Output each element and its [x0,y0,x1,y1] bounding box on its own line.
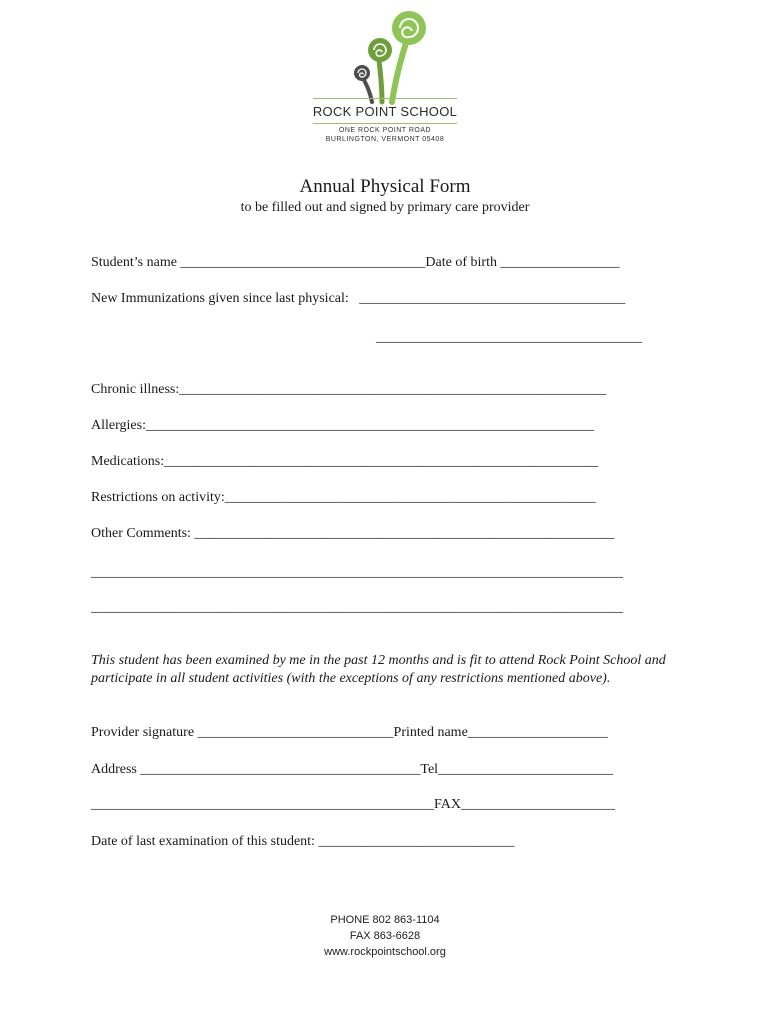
comments-blank-line[interactable]: ____________________________________________________________________________ [91,565,623,580]
other-comments-field[interactable]: Other Comments: ____________________________________________________________ [91,526,615,541]
provider-signature-field[interactable]: Provider signature ____________________________Printed name____________________ [91,725,608,740]
school-name: ROCK POINT SCHOOL [312,104,458,119]
student-name-field[interactable]: Student’s name ___________________________________Date of birth _________________ [91,255,620,270]
immunizations-field[interactable]: New Immunizations given since last physical: ______________________________________ [91,291,626,306]
logo-rule-bottom [313,123,457,124]
allergies-field[interactable]: Allergies:________________________________________________________________ [91,418,594,433]
fern-large-stem [392,36,408,102]
last-exam-date-field[interactable]: Date of last examination of this student: ____________________________ [91,834,515,849]
form-subtitle: to be filled out and signed by primary care provider [240,200,530,215]
logo-rule-top [313,98,457,99]
footer-phone: PHONE 802 863-1104 [330,914,440,926]
examination-statement: This student has been examined by me in the past 12 months and is fit to attend Rock Point School and participate in all student activities (with the exceptions of any restrictions mentioned above). [91,653,666,686]
address-field[interactable]: Address ________________________________________Tel_________________________ [91,762,614,777]
form-title: Annual Physical Form [299,176,471,197]
fern-medium-stem [379,60,382,102]
footer-website[interactable]: www.rockpointschool.org [324,946,446,958]
school-address-line1: ONE ROCK POINT ROAD [338,127,432,134]
chronic-illness-field[interactable]: Chronic illness:_____________________________________________________________ [91,382,607,397]
comments-blank-line[interactable]: ____________________________________________________________________________ [91,600,623,615]
restrictions-field[interactable]: Restrictions on activity:_____________________________________________________ [91,490,596,505]
fax-field[interactable]: _________________________________________________FAX______________________ [91,797,615,812]
immunizations-field-continued[interactable]: ______________________________________ [376,330,642,345]
footer-fax: FAX 863-6628 [349,930,421,942]
school-address-line2: BURLINGTON, VERMONT 05408 [325,136,445,143]
medications-field[interactable]: Medications:______________________________________________________________ [91,454,599,469]
